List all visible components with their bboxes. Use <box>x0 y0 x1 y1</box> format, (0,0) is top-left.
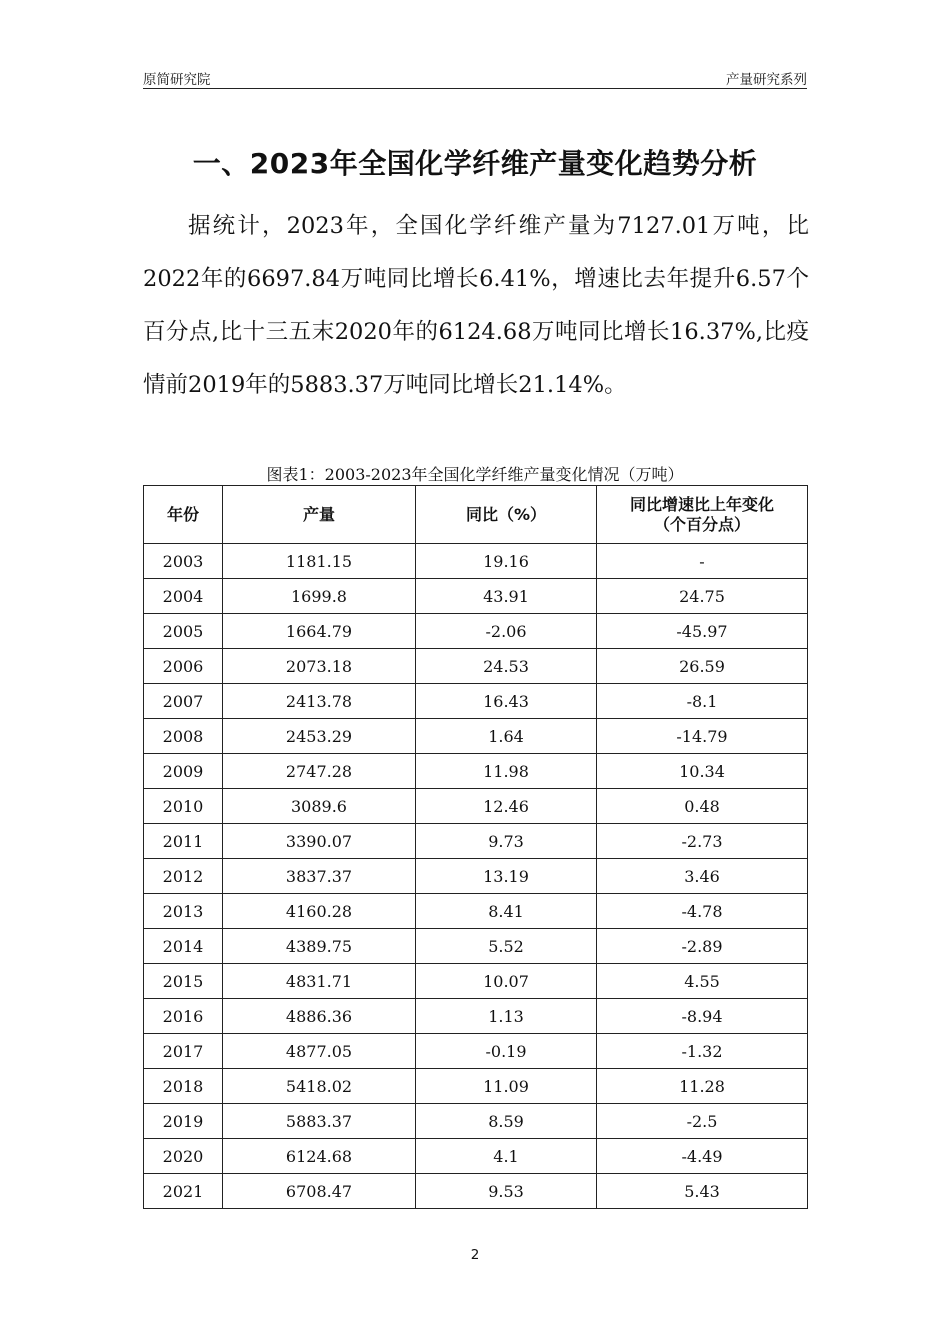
cell-change: -14.79 <box>597 719 808 754</box>
cell-yoy: 8.59 <box>416 1104 597 1139</box>
col-header-change-line2: （个百分点） <box>653 514 750 534</box>
cell-change: 5.43 <box>597 1174 808 1209</box>
cell-output: 3390.07 <box>223 824 416 859</box>
cell-yoy: 19.16 <box>416 544 597 579</box>
cell-output: 4886.36 <box>223 999 416 1034</box>
cell-output: 4831.71 <box>223 964 416 999</box>
cell-output: 6708.47 <box>223 1174 416 1209</box>
cell-change: -2.5 <box>597 1104 808 1139</box>
table-row <box>144 824 808 859</box>
cell-output: 2747.28 <box>223 754 416 789</box>
cell-yoy: 9.53 <box>416 1174 597 1209</box>
cell-yoy: 9.73 <box>416 824 597 859</box>
cell-change: - <box>597 544 808 579</box>
table-row <box>144 894 808 929</box>
header-org-name: 原简研究院 <box>143 72 211 88</box>
cell-output: 2073.18 <box>223 649 416 684</box>
cell-year: 2020 <box>144 1139 223 1174</box>
cell-year: 2011 <box>144 824 223 859</box>
cell-output: 3837.37 <box>223 859 416 894</box>
cell-year: 2005 <box>144 614 223 649</box>
cell-year: 2010 <box>144 789 223 824</box>
cell-yoy: -0.19 <box>416 1034 597 1069</box>
cell-yoy: 43.91 <box>416 579 597 614</box>
cell-year: 2006 <box>144 649 223 684</box>
table-row <box>144 929 808 964</box>
col-header-change-line1: 同比增速比上年变化 <box>629 494 774 514</box>
table-row <box>144 1139 808 1174</box>
table-row <box>144 789 808 824</box>
cell-change: -8.94 <box>597 999 808 1034</box>
table-row <box>144 684 808 719</box>
cell-year: 2003 <box>144 544 223 579</box>
cell-year: 2015 <box>144 964 223 999</box>
cell-output: 5418.02 <box>223 1069 416 1104</box>
table-row <box>144 579 808 614</box>
cell-change: 11.28 <box>597 1069 808 1104</box>
cell-change: -4.49 <box>597 1139 808 1174</box>
cell-output: 1699.8 <box>223 579 416 614</box>
cell-change: 24.75 <box>597 579 808 614</box>
cell-year: 2017 <box>144 1034 223 1069</box>
cell-yoy: 13.19 <box>416 859 597 894</box>
col-header-yoy: 同比（%） <box>416 486 597 544</box>
cell-yoy: 5.52 <box>416 929 597 964</box>
cell-change: 26.59 <box>597 649 808 684</box>
cell-yoy: 8.41 <box>416 894 597 929</box>
cell-output: 4160.28 <box>223 894 416 929</box>
cell-change: -8.1 <box>597 684 808 719</box>
page-header <box>143 66 807 89</box>
cell-change: 0.48 <box>597 789 808 824</box>
cell-year: 2018 <box>144 1069 223 1104</box>
cell-output: 4389.75 <box>223 929 416 964</box>
cell-year: 2013 <box>144 894 223 929</box>
table-row <box>144 964 808 999</box>
table-row <box>144 1104 808 1139</box>
section-title: 一、2023年全国化学纤维产量变化趋势分析 <box>192 147 758 180</box>
cell-change: 3.46 <box>597 859 808 894</box>
cell-yoy: 10.07 <box>416 964 597 999</box>
table-row <box>144 1174 808 1209</box>
cell-output: 1664.79 <box>223 614 416 649</box>
cell-output: 4877.05 <box>223 1034 416 1069</box>
cell-output: 2453.29 <box>223 719 416 754</box>
page-number: 2 <box>470 1247 480 1263</box>
cell-year: 2019 <box>144 1104 223 1139</box>
col-header-year: 年份 <box>144 486 223 544</box>
cell-change: 4.55 <box>597 964 808 999</box>
table-header-row <box>144 486 808 544</box>
table-row <box>144 999 808 1034</box>
cell-change: -2.73 <box>597 824 808 859</box>
cell-yoy: 4.1 <box>416 1139 597 1174</box>
table-row <box>144 859 808 894</box>
cell-yoy: 12.46 <box>416 789 597 824</box>
cell-yoy: 16.43 <box>416 684 597 719</box>
table-body <box>144 544 808 1209</box>
table-row <box>144 1069 808 1104</box>
production-table <box>143 485 808 1209</box>
cell-year: 2016 <box>144 999 223 1034</box>
cell-output: 3089.6 <box>223 789 416 824</box>
header-series-name: 产量研究系列 <box>726 72 807 88</box>
table-row <box>144 544 808 579</box>
cell-output: 5883.37 <box>223 1104 416 1139</box>
table-caption: 图表1：2003-2023年全国化学纤维产量变化情况（万吨） <box>266 465 684 484</box>
cell-output: 2413.78 <box>223 684 416 719</box>
cell-year: 2007 <box>144 684 223 719</box>
cell-yoy: 1.64 <box>416 719 597 754</box>
table-row <box>144 1034 808 1069</box>
cell-change: -4.78 <box>597 894 808 929</box>
cell-change: -1.32 <box>597 1034 808 1069</box>
cell-change: -45.97 <box>597 614 808 649</box>
cell-year: 2014 <box>144 929 223 964</box>
cell-yoy: -2.06 <box>416 614 597 649</box>
cell-year: 2021 <box>144 1174 223 1209</box>
cell-year: 2009 <box>144 754 223 789</box>
cell-year: 2004 <box>144 579 223 614</box>
cell-yoy: 1.13 <box>416 999 597 1034</box>
cell-year: 2008 <box>144 719 223 754</box>
col-header-change <box>597 486 808 544</box>
cell-output: 6124.68 <box>223 1139 416 1174</box>
table-row <box>144 614 808 649</box>
cell-year: 2012 <box>144 859 223 894</box>
table-row <box>144 719 808 754</box>
cell-yoy: 11.09 <box>416 1069 597 1104</box>
body-paragraph: 据统计，2023年，全国化学纤维产量为7127.01万吨，比2022年的6697.84万吨同比增长6.41%，增速比去年提升6.57个百分点,比十三五末2020年的6124.68万吨同比增长16.37%,比疫情前2019年的5883.37万吨同比增长21.14%。 <box>143 213 809 398</box>
col-header-output: 产量 <box>223 486 416 544</box>
cell-yoy: 24.53 <box>416 649 597 684</box>
cell-output: 1181.15 <box>223 544 416 579</box>
table-row <box>144 649 808 684</box>
cell-yoy: 11.98 <box>416 754 597 789</box>
cell-change: -2.89 <box>597 929 808 964</box>
cell-change: 10.34 <box>597 754 808 789</box>
table-row <box>144 754 808 789</box>
